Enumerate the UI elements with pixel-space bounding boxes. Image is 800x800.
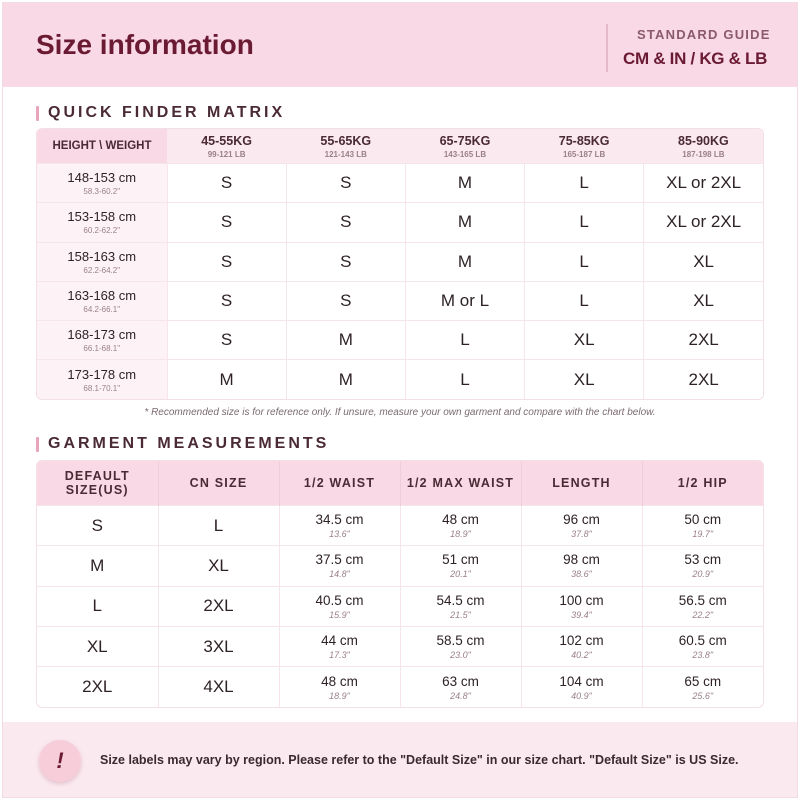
height-cell	[37, 164, 167, 203]
size-cell: S	[286, 203, 405, 242]
column-header: DEFAULT SIZE(US)	[37, 461, 158, 506]
size-cell: L	[525, 164, 644, 203]
measure-cell-hip	[642, 506, 763, 546]
measure-cm: 58.5 cm	[436, 633, 485, 649]
measure-cell-waist	[279, 626, 400, 666]
measure-in: 23.0"	[450, 650, 471, 661]
measure-cell-length	[521, 626, 642, 666]
height-in: 66.1-68.1"	[83, 344, 121, 354]
weight-kg: 45-55KG	[201, 133, 252, 148]
weight-header	[167, 129, 286, 164]
measure-in: 40.9"	[571, 690, 592, 701]
size-cell: S	[286, 242, 405, 281]
height-cm: 168-173 cm	[67, 327, 137, 343]
finder-row	[37, 360, 763, 399]
column-header: CN SIZE	[158, 461, 279, 506]
measure-in: 18.9"	[450, 529, 471, 540]
weight-lb: 121-143 LB	[324, 149, 367, 159]
garment-row	[37, 546, 763, 586]
measure-cm: 100 cm	[559, 592, 604, 608]
measure-cell-max-waist	[400, 506, 521, 546]
cn-size-cell: 4XL	[158, 667, 279, 707]
measure-in: 17.3"	[329, 650, 350, 661]
height-cell	[37, 321, 167, 360]
height-cm: 158-163 cm	[67, 248, 137, 264]
measure-cell-max-waist	[400, 586, 521, 626]
measure-cell-waist	[279, 506, 400, 546]
measure-cm: 102 cm	[559, 633, 604, 649]
size-cell: L	[525, 203, 644, 242]
cn-size-cell: L	[158, 506, 279, 546]
measure-cm: 63 cm	[442, 673, 479, 689]
measure-cell-hip	[642, 586, 763, 626]
measure-in: 18.9"	[329, 690, 350, 701]
height-cell	[37, 203, 167, 242]
measure-cm: 51 cm	[442, 552, 479, 568]
measure-cm: 96 cm	[563, 512, 600, 528]
measure-cm: 34.5 cm	[315, 512, 364, 528]
size-cell: S	[167, 281, 286, 320]
guide-label: STANDARD GUIDE	[637, 27, 771, 42]
us-size-cell: 2XL	[37, 667, 158, 707]
size-cell: S	[167, 242, 286, 281]
measure-in: 24.8"	[450, 690, 471, 701]
measure-cell-length	[521, 667, 642, 707]
size-cell: M	[167, 360, 286, 399]
measure-in: 19.7"	[692, 529, 714, 540]
measure-cell-max-waist	[400, 667, 521, 707]
measure-cm: 48 cm	[442, 512, 479, 528]
measure-in: 20.1"	[450, 569, 471, 580]
column-header: LENGTH	[521, 461, 642, 506]
finder-row	[37, 203, 763, 242]
section-accent-bar	[36, 437, 39, 452]
garment-measurements-table	[36, 460, 764, 708]
measure-cm: 53 cm	[684, 552, 722, 568]
garment-header-row	[37, 461, 763, 506]
measure-cell-hip	[642, 626, 763, 666]
size-cell: M or L	[405, 281, 524, 320]
size-cell: XL	[525, 360, 644, 399]
size-cell: 2XL	[644, 360, 763, 399]
garment-section-title: GARMENT MEASUREMENTS	[48, 435, 330, 452]
height-cm: 153-158 cm	[67, 209, 137, 225]
size-cell: XL	[644, 281, 763, 320]
finder-row	[37, 281, 763, 320]
size-cell: M	[405, 242, 524, 281]
column-header: 1/2 HIP	[642, 461, 763, 506]
us-size-cell: S	[37, 506, 158, 546]
measure-cell-hip	[642, 667, 763, 707]
height-in: 68.1-70.1"	[83, 383, 121, 393]
us-size-cell: XL	[37, 626, 158, 666]
weight-kg: 65-75KG	[439, 133, 491, 148]
measure-in: 39.4"	[571, 609, 592, 620]
footer-text: Size labels may vary by region. Please refer to the "Default Size" in our size chart. "Default Size" is US Size.	[100, 753, 739, 767]
weight-kg: 85-90KG	[678, 133, 729, 148]
size-cell: M	[286, 321, 405, 360]
weight-lb: 99-121 LB	[207, 149, 246, 159]
measure-in: 21.5"	[450, 609, 471, 620]
measure-cm: 50 cm	[684, 512, 722, 528]
weight-kg: 55-65KG	[320, 133, 372, 148]
garment-row	[37, 667, 763, 707]
page-title: Size information	[36, 29, 254, 60]
weight-lb: 165-187 LB	[563, 149, 606, 159]
size-cell: M	[405, 164, 524, 203]
measure-in: 38.6"	[571, 569, 592, 580]
measure-cm: 40.5 cm	[315, 592, 364, 608]
weight-header	[644, 129, 763, 164]
units-label: CM & IN / KG & LB	[623, 49, 768, 68]
size-cell: M	[405, 203, 524, 242]
size-cell: S	[286, 281, 405, 320]
size-cell: M	[286, 360, 405, 399]
size-cell: L	[405, 360, 524, 399]
measure-cm: 65 cm	[684, 673, 722, 689]
finder-section-header	[36, 103, 285, 123]
measure-cell-length	[521, 506, 642, 546]
height-cm: 173-178 cm	[67, 366, 137, 382]
size-cell: S	[167, 203, 286, 242]
weight-lb: 187-198 LB	[682, 149, 725, 159]
height-in: 62.2-64.2"	[83, 265, 121, 275]
size-cell: XL or 2XL	[644, 203, 763, 242]
height-in: 58.3-60.2"	[83, 187, 121, 197]
measure-cell-max-waist	[400, 546, 521, 586]
measure-in: 15.9"	[329, 609, 350, 620]
size-cell: XL	[644, 242, 763, 281]
us-size-cell: L	[37, 586, 158, 626]
measure-cm: 104 cm	[559, 673, 604, 689]
measure-in: 23.8"	[692, 650, 714, 661]
measure-cm: 56.5 cm	[678, 592, 727, 608]
height-cell	[37, 360, 167, 399]
measure-in: 14.8"	[329, 569, 350, 580]
size-cell: L	[405, 321, 524, 360]
column-header: 1/2 MAX WAIST	[400, 461, 521, 506]
column-header: 1/2 WAIST	[279, 461, 400, 506]
measure-cell-waist	[279, 667, 400, 707]
size-cell: S	[167, 164, 286, 203]
footer-notice	[3, 722, 797, 797]
finder-section-title: QUICK FINDER MATRIX	[48, 104, 286, 121]
cn-size-cell: XL	[158, 546, 279, 586]
header-divider	[606, 24, 608, 72]
measure-in: 37.8"	[571, 529, 592, 540]
weight-header	[525, 129, 644, 164]
garment-row	[37, 586, 763, 626]
weight-lb: 143-165 LB	[443, 149, 487, 159]
height-cm: 163-168 cm	[67, 287, 137, 303]
finder-row	[37, 321, 763, 360]
measure-cell-length	[521, 546, 642, 586]
measure-in: 40.2"	[571, 650, 592, 661]
cn-size-cell: 2XL	[158, 586, 279, 626]
measure-cm: 98 cm	[563, 552, 600, 568]
height-cell	[37, 281, 167, 320]
measure-in: 25.6"	[692, 690, 714, 701]
weight-header	[405, 129, 524, 164]
measure-in: 22.2"	[692, 609, 714, 620]
exclamation-icon: !	[39, 740, 81, 782]
measure-in: 13.6"	[329, 529, 350, 540]
height-in: 60.2-62.2"	[83, 226, 121, 236]
measure-cell-hip	[642, 546, 763, 586]
height-in: 64.2-66.1"	[83, 304, 121, 314]
measure-cm: 37.5 cm	[315, 552, 364, 568]
reference-note: * Recommended size is for reference only. If unsure, measure your own garment and compare with the chart below.	[144, 407, 656, 418]
measure-cm: 44 cm	[321, 633, 358, 649]
size-cell: L	[525, 242, 644, 281]
size-cell: XL	[525, 321, 644, 360]
finder-header-row	[37, 129, 763, 164]
measure-cm: 54.5 cm	[436, 592, 485, 608]
garment-row	[37, 626, 763, 666]
finder-row	[37, 242, 763, 281]
finder-row	[37, 164, 763, 203]
size-cell: S	[286, 164, 405, 203]
measure-cell-waist	[279, 546, 400, 586]
garment-row	[37, 506, 763, 546]
measure-cell-length	[521, 586, 642, 626]
size-cell: 2XL	[644, 321, 763, 360]
size-cell: L	[525, 281, 644, 320]
measure-cm: 60.5 cm	[678, 633, 727, 649]
measure-cm: 48 cm	[321, 673, 358, 689]
cn-size-cell: 3XL	[158, 626, 279, 666]
size-cell: XL or 2XL	[644, 164, 763, 203]
quick-finder-table	[36, 128, 764, 400]
measure-cell-max-waist	[400, 626, 521, 666]
weight-kg: 75-85KG	[558, 133, 610, 148]
garment-section-header	[36, 434, 329, 454]
corner-label: HEIGHT \ WEIGHT	[37, 129, 167, 164]
section-accent-bar	[36, 106, 39, 121]
height-cell	[37, 242, 167, 281]
measure-in: 20.9"	[692, 569, 714, 580]
measure-cell-waist	[279, 586, 400, 626]
size-cell: S	[167, 321, 286, 360]
height-cm: 148-153 cm	[67, 170, 137, 186]
header	[3, 3, 797, 87]
us-size-cell: M	[37, 546, 158, 586]
weight-header	[286, 129, 405, 164]
